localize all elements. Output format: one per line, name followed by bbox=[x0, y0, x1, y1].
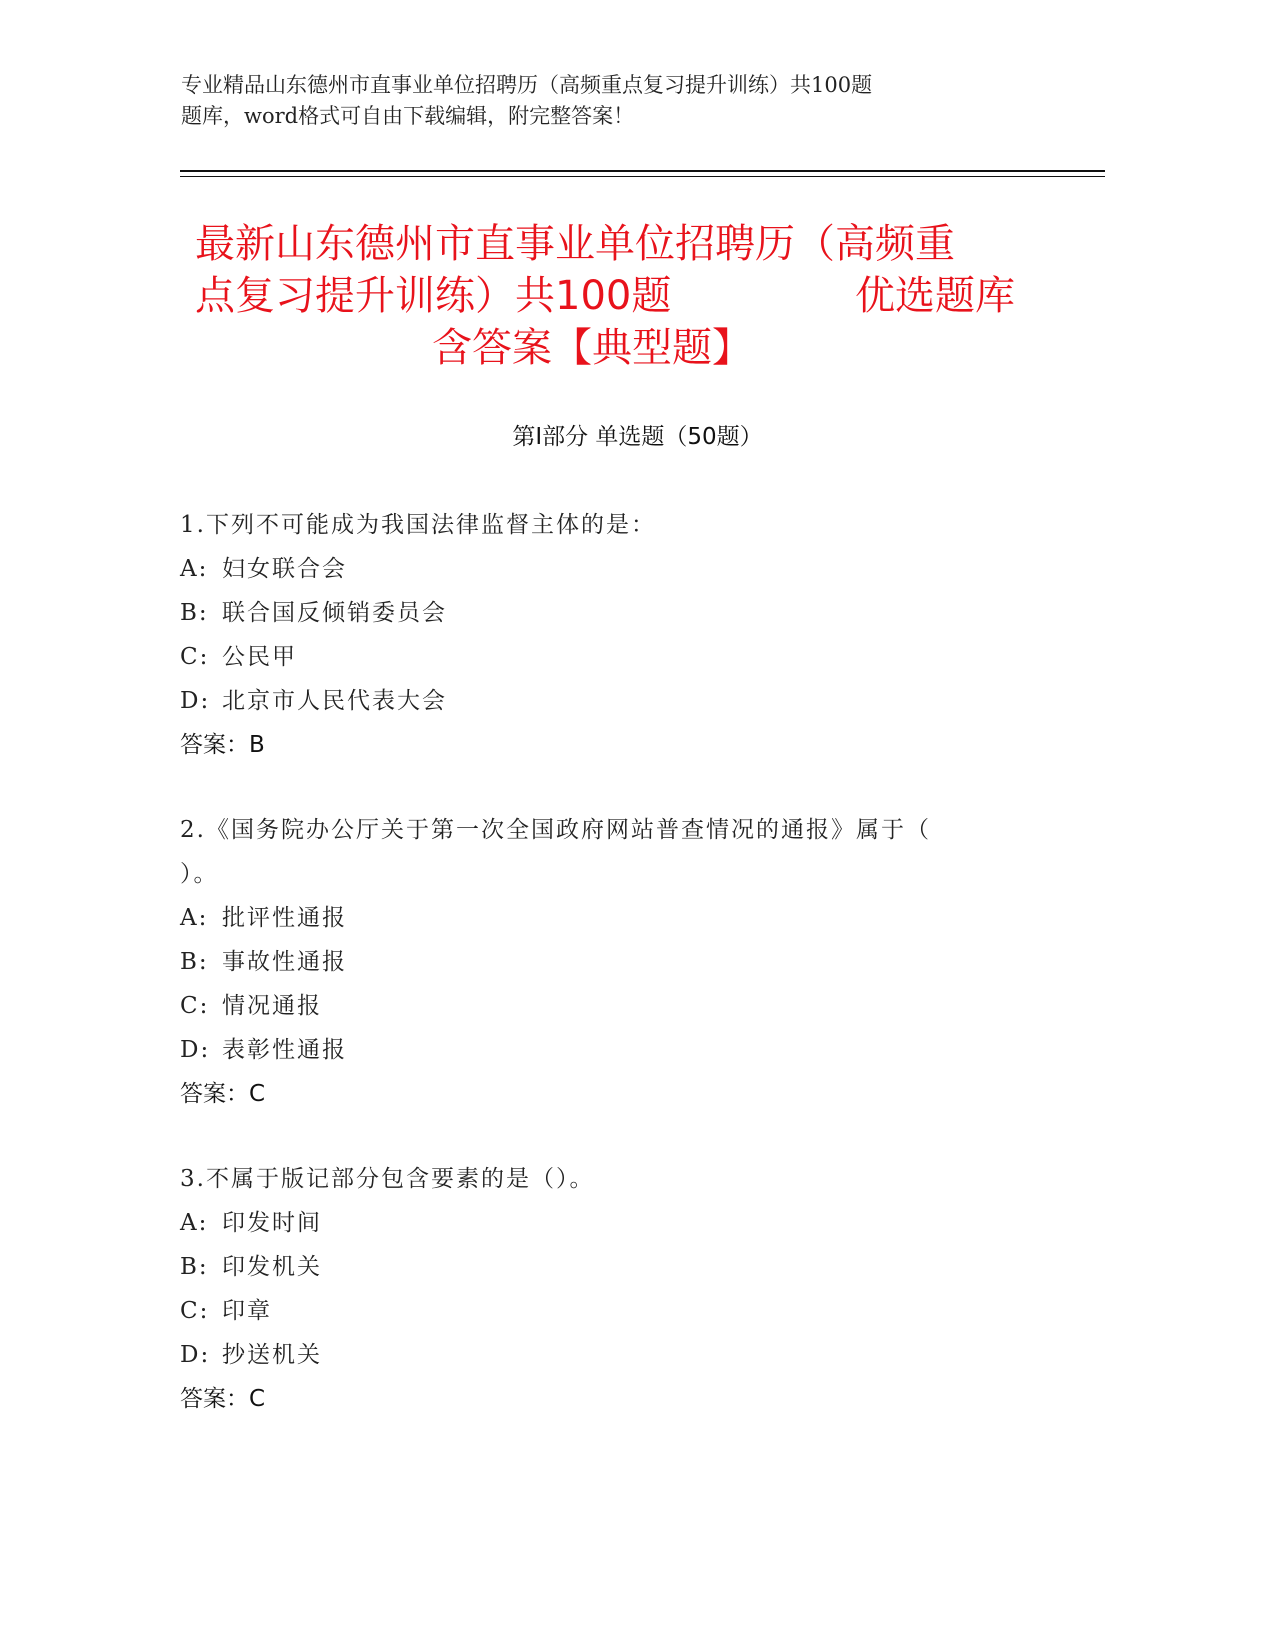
option-text: 表彰性通报 bbox=[222, 1037, 347, 1063]
option-row bbox=[180, 1245, 1080, 1289]
option-letter: B: bbox=[180, 1254, 209, 1280]
option-text: 印发时间 bbox=[222, 1210, 322, 1236]
option-row bbox=[180, 896, 1080, 940]
option-row bbox=[180, 591, 1080, 635]
option-letter: C: bbox=[180, 1298, 210, 1324]
document-title bbox=[180, 218, 1032, 374]
option-text: 北京市人民代表大会 bbox=[222, 688, 447, 714]
question-block bbox=[180, 503, 1080, 767]
option-row bbox=[180, 984, 1080, 1028]
option-letter: A: bbox=[180, 905, 209, 931]
option-letter: A: bbox=[180, 556, 209, 582]
option-text: 印发机关 bbox=[222, 1254, 322, 1280]
title-line-3: 含答案【典型题】 bbox=[432, 325, 752, 371]
option-row bbox=[180, 679, 1080, 723]
header-line-2: 题库，word格式可自由下载编辑，附完整答案！ bbox=[181, 104, 635, 128]
option-row bbox=[180, 1289, 1080, 1333]
option-row bbox=[180, 1333, 1080, 1377]
option-letter: B: bbox=[180, 600, 209, 626]
option-row bbox=[180, 1028, 1080, 1072]
title-line-2 bbox=[180, 270, 1015, 322]
option-text: 事故性通报 bbox=[222, 949, 347, 975]
option-text: 情况通报 bbox=[222, 993, 322, 1019]
option-text: 批评性通报 bbox=[222, 905, 347, 931]
option-letter: A: bbox=[180, 1210, 209, 1236]
question-stem: 1.下列不可能成为我国法律监督主体的是： bbox=[180, 512, 656, 538]
title-line-2-left: 点复习提升训练）共100题 bbox=[195, 273, 672, 319]
question-stem: 3.不属于版记部分包含要素的是（）。 bbox=[180, 1166, 595, 1192]
header-rule-thin bbox=[180, 176, 1105, 177]
option-text: 联合国反倾销委员会 bbox=[222, 600, 447, 626]
title-line-1: 最新山东德州市直事业单位招聘历（高频重 bbox=[195, 221, 955, 267]
option-letter: D: bbox=[180, 1037, 211, 1063]
option-letter: D: bbox=[180, 688, 211, 714]
option-row bbox=[180, 547, 1080, 591]
option-text: 印章 bbox=[222, 1298, 272, 1324]
option-row bbox=[180, 635, 1080, 679]
option-letter: C: bbox=[180, 644, 210, 670]
section-heading: 第Ⅰ部分 单选题（50题） bbox=[512, 424, 763, 450]
option-text: 公民甲 bbox=[222, 644, 297, 670]
question-block bbox=[180, 808, 1080, 1116]
answer-line: 答案：B bbox=[180, 732, 265, 758]
header-rule-thick bbox=[180, 170, 1105, 172]
title-line-2-right: 优选题库 bbox=[855, 273, 1015, 319]
header-line-1: 专业精品山东德州市直事业单位招聘历（高频重点复习提升训练）共100题 bbox=[181, 73, 873, 97]
option-row bbox=[180, 940, 1080, 984]
question-stem: 2.《国务院办公厅关于第一次全国政府网站普查情况的通报》属于（ bbox=[180, 817, 931, 843]
question-stem-continuation: ）。 bbox=[180, 861, 219, 887]
option-text: 妇女联合会 bbox=[222, 556, 347, 582]
answer-line: 答案：C bbox=[180, 1081, 266, 1107]
question-block bbox=[180, 1157, 1080, 1421]
option-text: 抄送机关 bbox=[222, 1342, 322, 1368]
header-note bbox=[181, 70, 981, 132]
answer-line: 答案：C bbox=[180, 1386, 266, 1412]
option-letter: B: bbox=[180, 949, 209, 975]
option-row bbox=[180, 1201, 1080, 1245]
option-letter: D: bbox=[180, 1342, 211, 1368]
option-letter: C: bbox=[180, 993, 210, 1019]
